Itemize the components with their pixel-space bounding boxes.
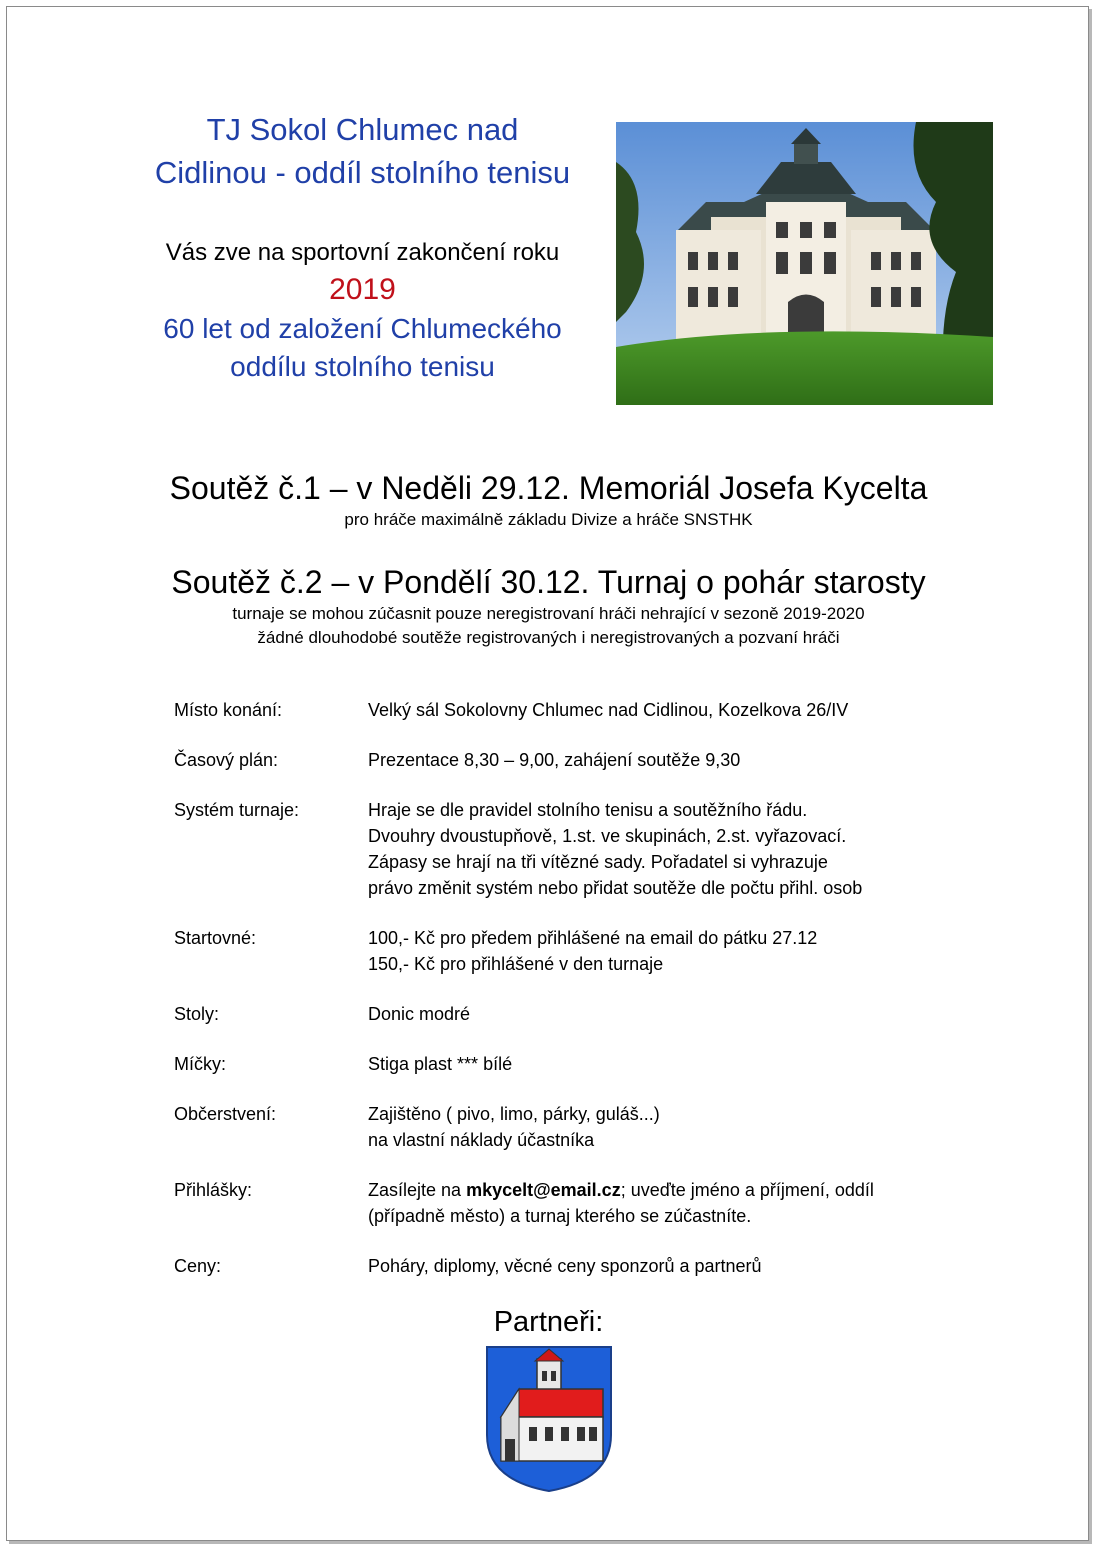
competition-2-subtitle-line2: žádné dlouhodobé soutěže registrovaných i neregistrovaných a pozvaní hráči [257, 628, 840, 647]
food-value [368, 1101, 1034, 1153]
schedule-value: Prezentace 8,30 – 9,00, zahájení soutěže 9,30 [368, 750, 741, 770]
prizes-value: Poháry, diplomy, věcné ceny sponzorů a partnerů [368, 1256, 762, 1276]
town-coat-of-arms [485, 1345, 613, 1493]
system-label: Systém turnaje: [174, 800, 300, 820]
balls-value: Stiga plast *** bílé [368, 1054, 513, 1074]
tables-value: Donic modré [368, 1004, 471, 1024]
detail-row-tables [174, 1001, 1034, 1027]
prizes-label: Ceny: [174, 1256, 222, 1276]
detail-row-balls [174, 1051, 1034, 1077]
org-title-line2: Cidlinou - oddíl stolního tenisu [154, 155, 571, 190]
competition-1 [0, 468, 1097, 532]
detail-row-schedule [174, 747, 1034, 773]
competition-1-title: Soutěž č.1 – v Neděli 29.12. Memoriál Josefa Kycelta [169, 470, 928, 506]
system-line: Hraje se dle pravidel stolního tenisu a soutěžního řádu. [368, 800, 808, 820]
system-line: právo změnit systém nebo přidat soutěže dle počtu přihl. osob [368, 878, 863, 898]
signup-line2: (případně město) a turnaj kterého se zúčastníte. [368, 1206, 752, 1226]
invitation-text: Vás zve na sportovní zakončení roku [165, 239, 560, 266]
fee-line: 100,- Kč pro předem přihlášené na email do pátku 27.12 [368, 928, 818, 948]
competition-1-subtitle: pro hráče maximálně základu Divize a hráče SNSTHK [344, 510, 753, 529]
system-line: Zápasy se hrají na tři vítězné sady. Pořadatel si vyhrazuje [368, 852, 828, 872]
anniversary-line1: 60 let od založení Chlumeckého [163, 313, 562, 344]
schedule-label: Časový plán: [174, 750, 279, 770]
anniversary-line2: oddílu stolního tenisu [230, 351, 495, 382]
system-value [368, 797, 1034, 901]
signup-value [368, 1177, 1034, 1229]
signup-prefix: Zasílejte na [368, 1180, 467, 1200]
detail-row-signup [174, 1177, 1034, 1229]
fee-line: 150,- Kč pro přihlášené v den turnaje [368, 954, 664, 974]
system-line: Dvouhry dvoustupňově, 1.st. ve skupinách, 2.st. vyřazovací. [368, 826, 847, 846]
food-line: na vlastní náklady účastníka [368, 1130, 595, 1150]
organization-title [100, 108, 625, 194]
detail-row-prizes [174, 1253, 1034, 1279]
competition-2 [0, 562, 1097, 650]
fee-label: Startovné: [174, 928, 257, 948]
detail-row-venue [174, 697, 1034, 723]
tables-label: Stoly: [174, 1004, 220, 1024]
chateau-photo [616, 122, 993, 405]
partners-title: Partneři: [493, 1306, 604, 1338]
signup-suffix: ; uveďte jméno a příjmení, oddíl [620, 1180, 874, 1200]
venue-label: Místo konání: [174, 700, 283, 720]
venue-value: Velký sál Sokolovny Chlumec nad Cidlinou, Kozelkova 26/IV [368, 700, 849, 720]
detail-row-food [174, 1101, 1034, 1153]
detail-row-system [174, 797, 1034, 901]
org-title-line1: TJ Sokol Chlumec nad [206, 112, 519, 147]
fee-value [368, 925, 1034, 977]
competition-2-subtitle-line1: turnaje se mohou zúčasnit pouze neregistrovaní hráči nehrající v sezoně 2019-2020 [232, 604, 865, 623]
header-block [100, 108, 625, 386]
signup-line1 [368, 1177, 1034, 1203]
signup-email-link[interactable]: mkycelt@email.cz [466, 1180, 621, 1200]
event-year: 2019 [329, 273, 396, 306]
balls-label: Míčky: [174, 1054, 226, 1074]
competition-2-title: Soutěž č.2 – v Pondělí 30.12. Turnaj o pohár starosty [171, 564, 926, 600]
food-line: Zajištěno ( pivo, limo, párky, guláš...) [368, 1104, 660, 1124]
event-details [174, 697, 1034, 1279]
signup-label: Přihlášky: [174, 1180, 253, 1200]
food-label: Občerstvení: [174, 1104, 277, 1124]
detail-row-fee [174, 925, 1034, 977]
